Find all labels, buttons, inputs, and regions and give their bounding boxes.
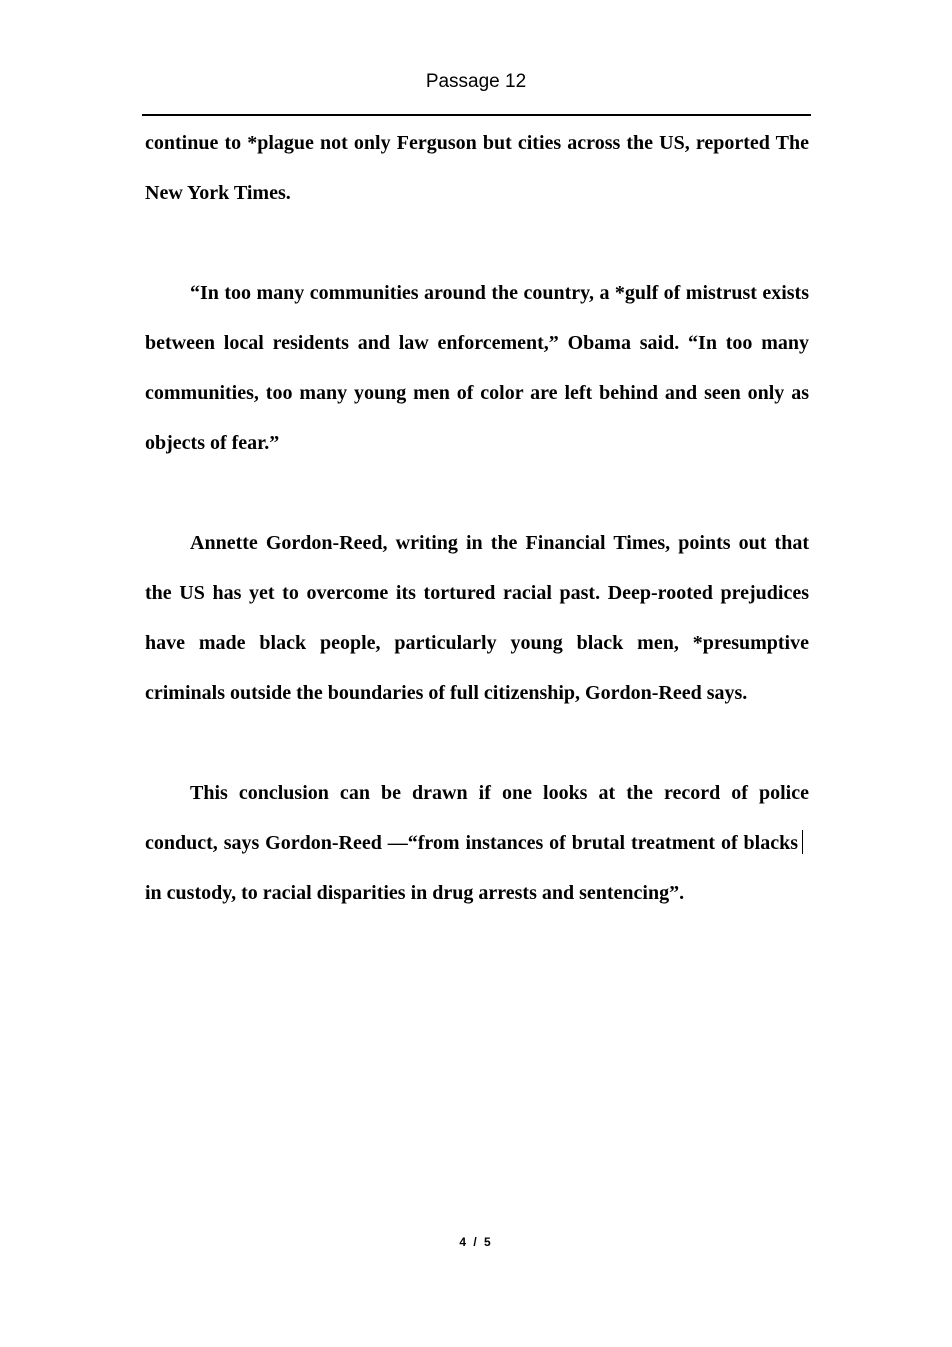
paragraph-text: Annette Gordon-Reed, writing in the Financial Times, points out that the US has yet to overcome its tortured racial past. Deep-rooted prejudices have made black people, particularly young black men, *presumptive criminals outside the boundaries of full citizenship, Gordon-Reed says.	[145, 532, 809, 704]
paragraph-gordon-reed	[145, 518, 809, 718]
paragraph-text: continue to *plague not only Ferguson but cities across the US, reported The New York Times.	[145, 132, 809, 204]
paragraph-text: “In too many communities around the country, a *gulf of mistrust exists between local residents and law enforcement,” Obama said. “In too many communities, too many young men of color are left behind and seen only as objects of fear.”	[145, 282, 809, 454]
text-cursor	[802, 830, 803, 854]
page-number: 4 / 5	[459, 1235, 493, 1249]
page-header	[0, 68, 952, 96]
paragraph-text-after-cursor: in custody, to racial disparities in drug arrests and sentencing”.	[145, 882, 685, 904]
header-divider	[142, 114, 811, 116]
paragraph-obama-quote	[145, 268, 809, 468]
document-body[interactable]	[145, 118, 809, 968]
page-footer	[0, 1232, 952, 1252]
passage-title: Passage 12	[425, 71, 527, 92]
paragraph-text-before-cursor: This conclusion can be drawn if one looks at the record of police conduct, says Gordon-Reed —“from instances of brutal treatment of blacks	[145, 782, 809, 854]
paragraph-police-conduct	[145, 768, 809, 918]
paragraph-continuation	[145, 118, 809, 218]
